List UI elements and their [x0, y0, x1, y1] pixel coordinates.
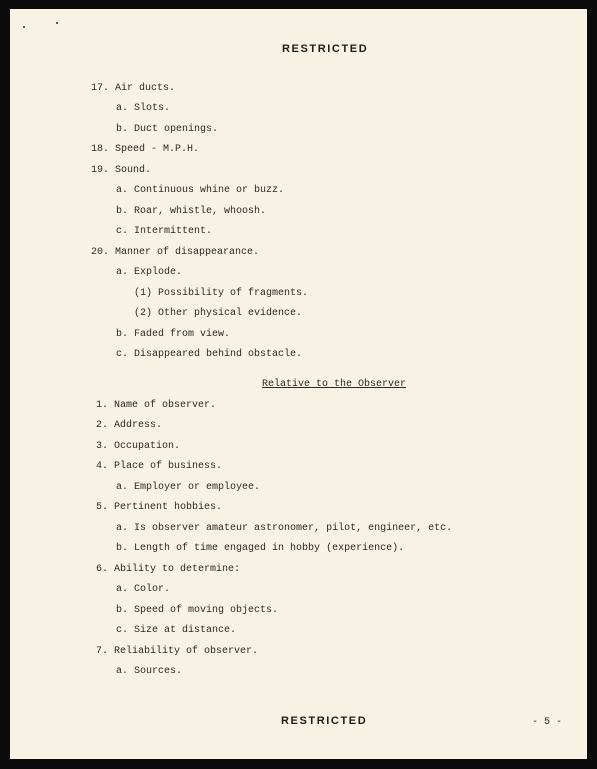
list-item — [116, 103, 170, 114]
page-number: - 5 - — [532, 717, 563, 728]
item-text: Name of observer. — [114, 400, 217, 411]
list-item — [96, 646, 258, 657]
footer-restricted-stamp: RESTRICTED — [281, 715, 368, 727]
item-text: Place of business. — [114, 461, 223, 472]
item-number: b. — [116, 329, 129, 340]
section-heading: Relative to the Observer — [262, 379, 407, 390]
item-text: Size at distance. — [134, 625, 237, 636]
list-item — [116, 226, 212, 237]
item-text: Slots. — [134, 103, 171, 114]
item-text: Address. — [114, 420, 163, 431]
item-number: 6. — [96, 564, 109, 575]
list-item — [91, 144, 199, 155]
list-item — [116, 666, 182, 677]
item-text: Length of time engaged in hobby (experience). — [134, 543, 405, 554]
list-item — [96, 502, 222, 513]
item-text: Sources. — [134, 666, 183, 677]
item-text: Sound. — [115, 165, 152, 176]
list-item — [96, 420, 162, 431]
list-item — [116, 185, 284, 196]
item-number: 7. — [96, 646, 109, 657]
item-number: 3. — [96, 441, 109, 452]
item-number: 17. — [91, 83, 110, 94]
item-number: 1. — [96, 400, 109, 411]
item-number: b. — [116, 543, 129, 554]
scan-speck — [56, 22, 58, 24]
item-text: Color. — [134, 584, 171, 595]
item-text: Is observer amateur astronomer, pilot, engineer, etc. — [134, 523, 453, 534]
list-item — [116, 625, 236, 636]
item-text: Disappeared behind obstacle. — [134, 349, 303, 360]
item-number: 18. — [91, 144, 110, 155]
list-item — [116, 482, 260, 493]
list-item — [96, 400, 216, 411]
item-text: Speed of moving objects. — [134, 605, 279, 616]
list-item — [96, 564, 240, 575]
list-item — [116, 206, 266, 217]
item-number: a. — [116, 103, 129, 114]
item-number: 19. — [91, 165, 110, 176]
item-text: Possibility of fragments. — [158, 288, 309, 299]
item-text: Manner of disappearance. — [115, 247, 260, 258]
list-item — [91, 165, 151, 176]
list-item — [116, 267, 182, 278]
list-item — [134, 308, 302, 319]
item-text: Ability to determine: — [114, 564, 241, 575]
item-number: a. — [116, 666, 129, 677]
item-number: a. — [116, 584, 129, 595]
item-number: (1) — [134, 288, 153, 299]
item-text: Intermittent. — [134, 226, 213, 237]
item-number: a. — [116, 523, 129, 534]
list-item — [116, 349, 302, 360]
item-text: Explode. — [134, 267, 183, 278]
item-number: 4. — [96, 461, 109, 472]
item-number: b. — [116, 206, 129, 217]
list-item — [91, 83, 175, 94]
list-item — [116, 523, 452, 534]
item-number: b. — [116, 605, 129, 616]
item-text: Continuous whine or buzz. — [134, 185, 285, 196]
item-text: Pertinent hobbies. — [114, 502, 223, 513]
item-number: a. — [116, 267, 129, 278]
item-text: Occupation. — [114, 441, 181, 452]
item-text: Air ducts. — [115, 83, 176, 94]
item-text: Faded from view. — [134, 329, 231, 340]
document-page — [10, 9, 587, 759]
item-number: b. — [116, 124, 129, 135]
item-text: Speed - M.P.H. — [115, 144, 200, 155]
item-number: a. — [116, 185, 129, 196]
item-text: Employer or employee. — [134, 482, 261, 493]
list-item — [116, 124, 218, 135]
list-item — [116, 584, 170, 595]
item-text: Roar, whistle, whoosh. — [134, 206, 267, 217]
item-text: Reliability of observer. — [114, 646, 259, 657]
item-number: c. — [116, 349, 129, 360]
item-number: 5. — [96, 502, 109, 513]
list-item — [116, 543, 404, 554]
item-number: c. — [116, 625, 129, 636]
header-restricted-stamp: RESTRICTED — [282, 43, 369, 55]
item-number: (2) — [134, 308, 153, 319]
scan-speck — [23, 26, 25, 28]
list-item — [116, 605, 278, 616]
list-item — [116, 329, 230, 340]
list-item — [96, 441, 180, 452]
list-item — [134, 288, 308, 299]
list-item — [91, 247, 259, 258]
list-item — [96, 461, 222, 472]
item-text: Duct openings. — [134, 124, 219, 135]
item-number: c. — [116, 226, 129, 237]
item-number: a. — [116, 482, 129, 493]
item-text: Other physical evidence. — [158, 308, 303, 319]
item-number: 2. — [96, 420, 109, 431]
item-number: 20. — [91, 247, 110, 258]
